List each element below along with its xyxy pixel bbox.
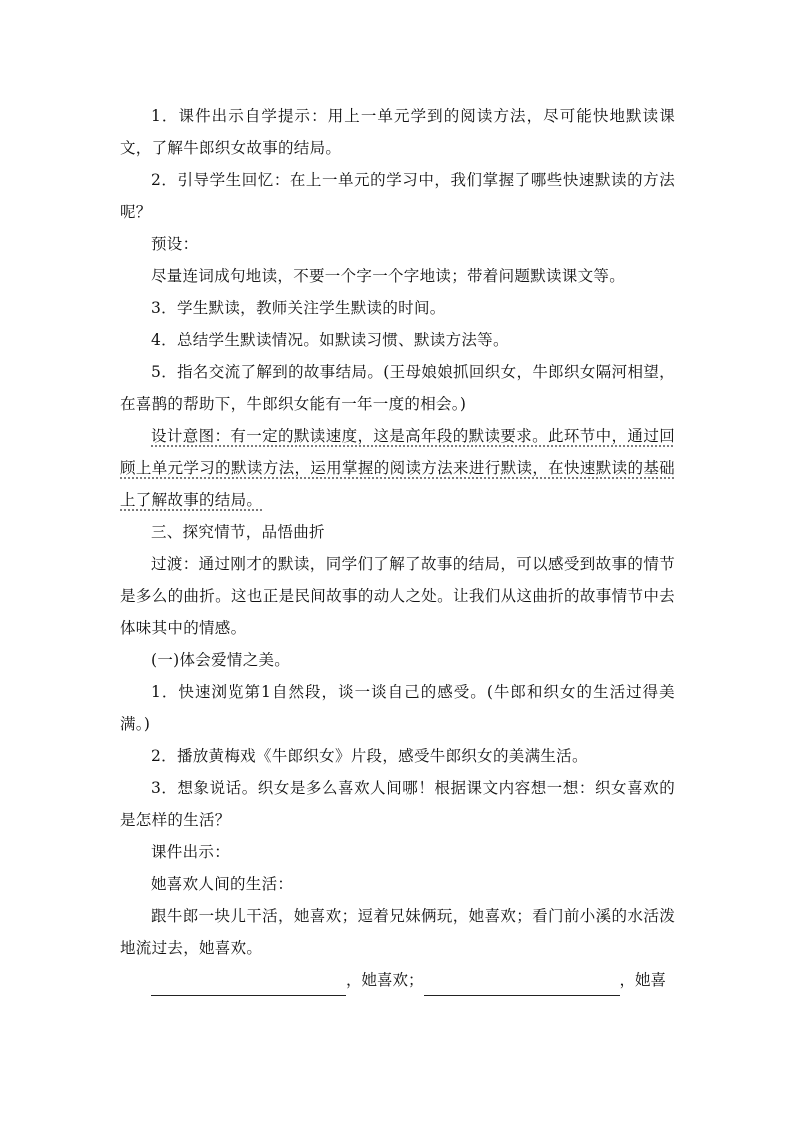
- courseware-label: 课件出示：: [151, 843, 231, 861]
- design-intent-paragraph: [120, 420, 675, 516]
- fill-text-2: ，她喜: [619, 971, 667, 989]
- step-3-paragraph: 3．学生默读，教师关注学生默读的时间。: [151, 299, 446, 317]
- document-page: [120, 100, 675, 996]
- fill-in-line: [120, 964, 675, 996]
- blank-line-1[interactable]: [151, 973, 346, 996]
- activity-1-paragraph: 1．快速浏览第1自然段，谈一谈自己的感受。(牛郎和织女的生活过得美满。): [120, 683, 675, 733]
- transition-paragraph: 过渡：通过刚才的默读，同学们了解了故事的结局，可以感受到故事的情节是多么的曲折。这也正是民间故事的动人之处。让我们从这曲折的故事情节中去体味其中的情感。: [120, 555, 675, 637]
- blank-line-2[interactable]: [424, 973, 620, 996]
- preset-content: 尽量连词成句地读，不要一个字一个字地读；带着问题默读课文等。: [151, 267, 626, 285]
- courseware-example: 跟牛郎一块儿干活，她喜欢；逗着兄妹俩玩，她喜欢；看门前小溪的水活泼地流过去，她喜欢。: [120, 907, 675, 957]
- design-intent-text: 设计意图：有一定的默读速度，这是高年段的默读要求。此环节中，通过回顾上单元学习的默读方法，运用掌握的阅读方法来进行默读，在快速默读的基础上了解故事的结局。: [120, 427, 675, 509]
- step-5-paragraph: 5．指名交流了解到的故事结局。(王母娘娘抓回织女，牛郎织女隔河相望，在喜鹊的帮助下，牛郎织女能有一年一度的相会。): [120, 363, 675, 413]
- step-4-paragraph: 4．总结学生默读情况。如默读习惯、默读方法等。: [151, 331, 509, 349]
- courseware-intro: 她喜欢人间的生活：: [151, 875, 294, 893]
- step-1-paragraph: 1．课件出示自学提示：用上一单元学到的阅读方法，尽可能快地默读课文，了解牛郎织女故事的结局。: [120, 107, 675, 157]
- subsection-heading: (一)体会爱情之美。: [151, 651, 291, 669]
- activity-3-paragraph: 3．想象说话。织女是多么喜欢人间哪！根据课文内容想一想：织女喜欢的是怎样的生活？: [120, 779, 675, 829]
- fill-text-1: ，她喜欢；: [346, 971, 424, 989]
- preset-label: 预设：: [151, 235, 199, 253]
- activity-2-paragraph: 2．播放黄梅戏《牛郎织女》片段，感受牛郎织女的美满生活。: [151, 747, 588, 765]
- section-heading: 三、探究情节，品悟曲折: [151, 523, 325, 541]
- step-2-paragraph: 2．引导学生回忆：在上一单元的学习中，我们掌握了哪些快速默读的方法呢？: [120, 171, 675, 221]
